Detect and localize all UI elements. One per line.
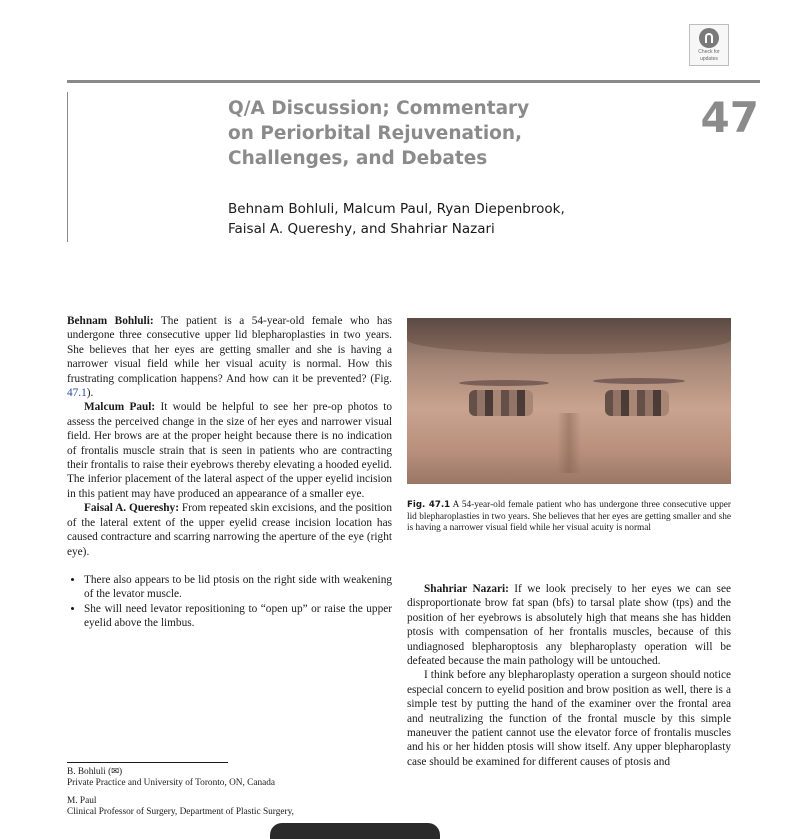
figure-label: Fig. 47.1: [407, 500, 451, 510]
footnote-author: M. Paul: [67, 796, 97, 806]
header-side-rule: [67, 92, 68, 242]
figure-reference-link[interactable]: 47.1: [67, 387, 87, 400]
left-column: [67, 314, 392, 631]
paragraph-text: From repeated skin excisions, and the position of the lateral extent of the upper eyelid crease incision location has caused contracture and scarring narrowing the aperture of the eye (right eye).: [67, 502, 392, 558]
footnote-author: B. Bohluli (✉): [67, 767, 123, 777]
badge-text-1: Check for: [698, 49, 720, 55]
check-for-updates-badge[interactable]: [689, 24, 729, 66]
chapter-title-line: Challenges, and Debates: [228, 148, 488, 169]
footnote: [67, 767, 392, 789]
paragraph: [67, 400, 392, 501]
right-column: [407, 582, 731, 769]
header-rule: [67, 80, 760, 83]
viewer-overlay-bar: [270, 823, 440, 839]
bookmark-icon: [699, 28, 719, 48]
chapter-title-line: on Periorbital Rejuvenation,: [228, 123, 523, 144]
author-line: Behnam Bohluli, Malcum Paul, Ryan Diepenbrook,: [228, 201, 565, 217]
speaker-name: Behnam Bohluli:: [67, 315, 154, 327]
speaker-name: Malcum Paul:: [84, 401, 156, 414]
footnote: [67, 796, 392, 818]
photo-hair-region: [407, 318, 731, 354]
chapter-number: 47: [700, 93, 759, 142]
paragraph-text: ).: [86, 387, 94, 400]
footnotes: [67, 767, 392, 825]
figure-caption-text: A 54-year-old female patient who has undergone three consecutive upper lid blepharoplasties in two years. She believes that her eyes are getting smaller and she is having a narrower visual field while her visual acuity is normal: [407, 500, 731, 533]
paragraph: [67, 501, 392, 559]
badge-text-2: updates: [700, 56, 718, 62]
paragraph-text: It would be helpful to see her pre-op photos to assess the perceived change in the size of her eyes and narrower visual field. Her brows are at the proper height because there is no indication of frontalis muscle strain that is seen in patients who are contracting their frontalis to raise their eyebrows thereby elevating a hooded eyelid. The inferior placement of the lateral aspect of the upper eyelid incision in this patient may have produced an appearance of a smaller eye.: [67, 401, 392, 500]
speaker-name: Faisal A. Quereshy:: [84, 502, 179, 515]
footnote-affiliation: Private Practice and University of Toronto, ON, Canada: [67, 778, 276, 788]
chapter-title: [228, 96, 608, 171]
pixelated-eye-left: [605, 390, 669, 416]
paragraph: I think before any blepharoplasty operation a surgeon should notice especial concern to eyelid position and brow position as well, there is a simple test by putting the hand of the examiner over the frontal area and neutralizing the function of the frontal muscle by this simple maneuver the patient cannot use the elevator force of frontalis muscles and his or her hidden ptosis will show itself. Any upper blepharoplasty case should be examined for different causes of ptosis and: [407, 669, 731, 768]
list-item: • She will need levator repositioning to “open up” or raise the upper eyelid above the limbus.: [84, 602, 392, 631]
list-item: • There also appears to be lid ptosis on the right side with weakening of the levator muscle.: [84, 573, 392, 602]
pixelated-eye-right: [469, 390, 533, 416]
photo-brow-left: [593, 378, 685, 384]
paragraph-text: If we look precisely to her eyes we can see disproportionate brow fat span (bfs) to tarsal plate show (tps) and the position of her eyebrows is absolutely high that means she has hidden ptosis with compensation of her frontalis muscles, because of this undiagnosed blepharoptosis any blepharoplasty operation will be defeated because the main pathology will be untouched.: [407, 583, 731, 668]
patient-photo: [407, 318, 731, 484]
figure-caption: [407, 500, 731, 535]
footnote-rule: [67, 762, 228, 763]
author-line: Faisal A. Quereshy, and Shahriar Nazari: [228, 221, 495, 237]
speaker-name: Shahriar Nazari:: [424, 583, 509, 595]
paragraph: [67, 314, 392, 400]
chapter-title-line: Q/A Discussion; Commentary: [228, 98, 530, 119]
bullet-list: [67, 573, 392, 631]
author-list: [228, 199, 608, 239]
paragraph: [407, 582, 731, 668]
footnote-affiliation: Clinical Professor of Surgery, Department of Plastic Surgery,: [67, 807, 294, 817]
paragraph-text: The patient is a 54-year-old female who has undergone three consecutive upper lid blepharoplasties in two years. She believes that her eyes are getting smaller and she is having a narrower visual field while her visual acuity is normal. How this frustrating complication happens? And how can it be prevented? (Fig.: [67, 315, 392, 385]
photo-brow-right: [459, 380, 549, 386]
photo-nose-shading: [557, 413, 581, 473]
